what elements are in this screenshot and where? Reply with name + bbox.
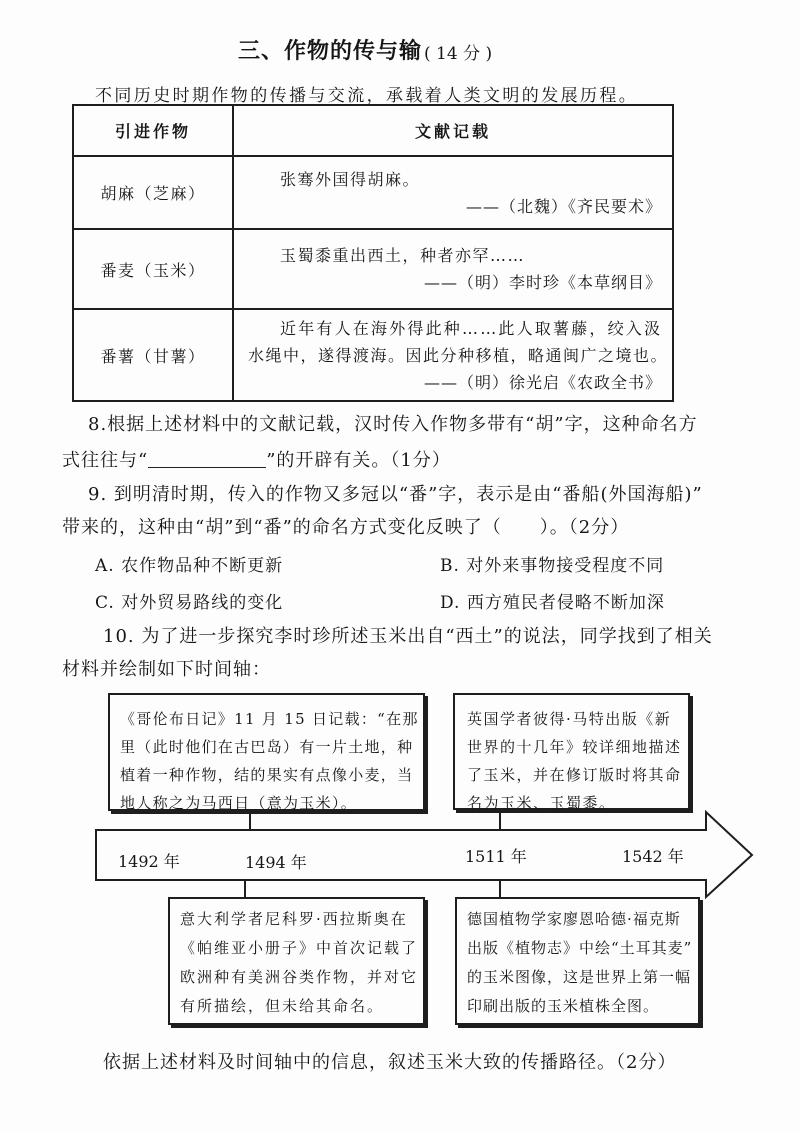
option-a: A. 农作物品种不断更新 [95, 556, 284, 576]
question-10-line-1: 10. 为了进一步探究李时珍所述玉米出自“西土”的说法，同学找到了相关 [103, 626, 713, 647]
table-header-row [73, 105, 673, 156]
event-box-columbus-diary [108, 693, 425, 811]
event-text-line: 世界的十几年》较详细地描述 [467, 738, 682, 756]
section-title: 三、作物的传与输 [238, 38, 423, 64]
question-10-line-2: 材料并绘制如下时间轴： [62, 659, 271, 680]
literature-text: 水绳中，遂得渡海。因此分种移植，略通闽广之境也。 [248, 345, 669, 365]
event-text-line: 里（此时他们在古巴岛）有一片土地，种 [120, 738, 414, 756]
timeline-year: 1492 年 [118, 852, 180, 871]
table-row [73, 156, 673, 229]
table-row [73, 309, 673, 401]
question-8-line-1: 8.根据上述材料中的文献记载，汉时传入作物多带有“胡”字，这种命名方 [88, 414, 698, 435]
event-box-peter-martyr [453, 693, 690, 810]
literature-cell [233, 156, 673, 229]
question-8-line-2 [62, 449, 451, 472]
option-d: D. 西方殖民者侵略不断加深 [440, 593, 665, 613]
table-row [73, 229, 673, 309]
timeline-year: 1511 年 [465, 847, 527, 866]
literature-source: ——（明）李时珍《本草纲目》 [423, 273, 662, 292]
literature-source: ——（明）徐光启《农政全书》 [423, 372, 662, 392]
event-box-leonhart-fuchs [455, 897, 700, 1025]
crop-name: 胡麻（芝麻） [73, 156, 233, 229]
event-text-line: 欧洲种有美洲谷类作物，并对它 [180, 968, 419, 986]
question-10-prompt: 依据上述材料及时间轴中的信息，叙述玉米大致的传播路径。（2分） [103, 1052, 677, 1073]
question-8-text-after-blank: ”的开辟有关。（1分） [266, 450, 451, 471]
section-score: ( 14 分 ) [424, 44, 493, 64]
timeline-year: 1542 年 [622, 847, 684, 866]
event-box-niccolo-scillacio [168, 897, 425, 1025]
option-b: B. 对外来事物接受程度不同 [440, 556, 665, 576]
event-text-line: 名为玉米、玉蜀黍。 [467, 794, 616, 812]
literature-cell [233, 309, 673, 401]
event-text-line: 的玉米图像，这是世界上第一幅 [467, 968, 692, 986]
literature-text: 张骞外国得胡麻。 [280, 169, 421, 189]
crop-name: 番薯（甘薯） [73, 309, 233, 401]
header-introduced-crop: 引进作物 [73, 105, 233, 156]
event-text-line: 地人称之为马西日（意为玉米）。 [120, 794, 358, 812]
literature-text: 近年有人在海外得此种……此人取薯藤，绞入汲 [280, 318, 663, 338]
answer-blank [148, 449, 266, 468]
event-text-line: 德国植物学家廖恩哈德·福克斯 [467, 910, 681, 928]
event-text-line: 《哥伦布日记》11 月 15 日记载：“在那 [120, 710, 419, 728]
question-8-text-before-blank: 式往往与“ [62, 450, 149, 471]
event-text-line: 印刷出版的玉米植株全图。 [467, 997, 660, 1015]
section-intro: 不同历史时期作物的传播与交流，承载着人类文明的发展历程。 [95, 86, 639, 106]
literature-cell [233, 229, 673, 309]
crop-name: 番麦（玉米） [73, 229, 233, 309]
timeline-year: 1494 年 [245, 853, 307, 872]
event-text-line: 了玉米，并在修订版时将其命 [467, 766, 682, 784]
question-9-line-1: 9. 到明清时期，传入的作物又多冠以“番”字，表示是由“番船(外国海船)” [88, 484, 703, 505]
literature-source: ——（北魏）《齐民要术》 [465, 196, 662, 216]
option-c: C. 对外贸易路线的变化 [95, 593, 284, 613]
event-text-line: 出版《植物志》中绘“土耳其麦” [467, 939, 693, 957]
event-text-line: 植着一种作物，结的果实有点像小麦，当 [120, 766, 414, 784]
event-text-line: 《帕维亚小册子》中首次记载了 [180, 939, 419, 957]
event-text-line: 英国学者彼得·马特出版《新 [467, 710, 672, 728]
header-literature-record: 文献记载 [233, 105, 673, 156]
crop-literature-table [72, 104, 674, 402]
literature-text: 玉蜀黍重出西土，种者亦罕…… [280, 246, 526, 265]
question-9-line-2: 带来的，这种由“胡”到“番”的命名方式变化反映了（ ）。（2分） [62, 517, 630, 538]
event-text-line: 意大利学者尼科罗·西拉斯奥在 [180, 910, 408, 928]
event-text-line: 有所描绘，但未给其命名。 [180, 997, 385, 1015]
